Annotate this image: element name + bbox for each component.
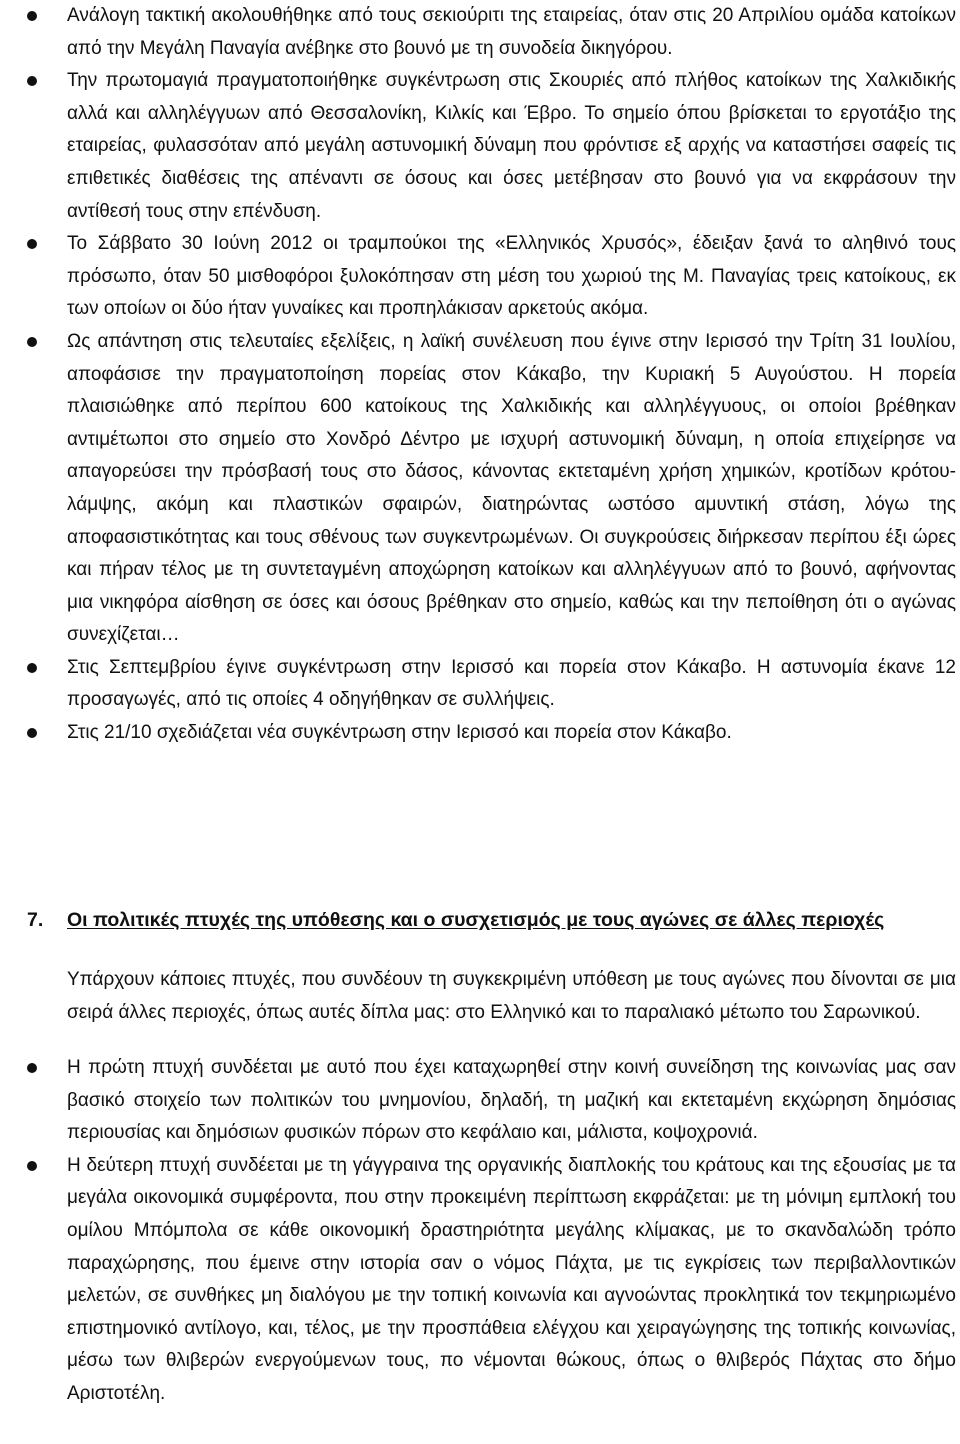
list-item-text: Στις Σεπτεμβρίου έγινε συγκέντρωση στην Ιερισσό και πορεία στον Κάκαβο. Η αστυνομία έκανε 12 προσαγωγές, από τις οποίες 4 οδηγήθηκαν σε συλλήψεις. xyxy=(67,656,956,711)
bullet-icon xyxy=(27,1063,37,1073)
bullet-icon xyxy=(27,239,37,249)
bullet-icon xyxy=(27,663,37,673)
list-item xyxy=(0,0,956,65)
list-item-text: Ως απάντηση στις τελευταίες εξελίξεις, η λαϊκή συνέλευση που έγινε στην Ιερισσό την Τρίτη 31 Ιουλίου, αποφάσισε την πραγματοποίηση πορείας στον Κάκαβο, την Κυριακή 5 Αυγούστου. Η πορεία πλαισιώθηκε από περίπου 600 κατοίκους της Χαλκιδικής και αλληλέγγυους, οι οποίοι βρέθηκαν αντιμέτωποι στο σημείο στο Χονδρό Δέντρο με ισχυρή αστυνομική δύναμη, η οποία επιχείρησε να απαγορεύσει την πρόσβασή τους στο δάσος, κάνοντας εκτεταμένη χρήση χημικών, κροτίδων κρότου-λάμψης, ακόμη και πλαστικών σφαιρών, διατηρώντας ωστόσο αμυντική στάση, λόγω της αποφασιστικότητας και τους σθένους των συγκεντρωμένων. Οι συγκρούσεις διήρκεσαν περίπου έξι ώρες και πήραν τέλος με τη συντεταγμένη αποχώρηση κατοίκων και αλληλέγγυων από το βουνό, αφήνοντας μια νικηφόρα αίσθηση σε όσες και όσους βρέθηκαν στο σημείο, καθώς και την πεποίθηση ότι ο αγώνας συνεχίζεται… xyxy=(67,330,956,646)
list-item-text: Ανάλογη τακτική ακολουθήθηκε από τους σεκιούριτι της εταιρείας, όταν στις 20 Απριλίου ομάδα κατοίκων από την Μεγάλη Παναγία ανέβηκε στο βουνό με τη συνοδεία δικηγόρου. xyxy=(67,5,956,59)
section-intro-paragraph: Υπάρχουν κάποιες πτυχές, που συνδέουν τη συγκεκριμένη υπόθεση με τους αγώνες που δίνονται σε μια σειρά άλλες περιοχές, όπως αυτές δίπλα μας: στο Ελληνικό και το παραλιακό μέτωπο του Σαρωνικού. xyxy=(67,969,956,1023)
bullet-icon xyxy=(27,337,37,347)
section-number: 7. xyxy=(27,909,44,931)
list-item xyxy=(0,1052,956,1150)
list-item xyxy=(0,1150,956,1411)
list-item-text: Στις 21/10 σχεδιάζεται νέα συγκέντρωση στην Ιερισσό και πορεία στον Κάκαβο. xyxy=(67,722,732,744)
list-item xyxy=(0,717,956,750)
bullet-icon xyxy=(27,1161,37,1171)
bullet-icon xyxy=(27,76,37,86)
list-item xyxy=(0,65,956,228)
list-item xyxy=(0,652,956,717)
list-item-text: Την πρωτομαγιά πραγματοποιήθηκε συγκέντρωση στις Σκουριές από πλήθος κατοίκων της Χαλκιδικής αλλά και αλληλέγγυων από Θεσσαλονίκη, Κιλκίς και Έβρο. Το σημείο όπου βρίσκεται το εργοτάξιο της εταιρείας, φυλασσόταν από μεγάλη αστυνομική δύναμη που φρόντισε εξ αρχής να καταστήσει σαφείς τις επιθετικές διαθέσεις της απέναντι σε όσους και όσες μετέβησαν στο βουνό για να εκφράσουν την αντίθεσή τους στην επένδυση. xyxy=(67,70,956,222)
list-item-text: Η πρώτη πτυχή συνδέεται με αυτό που έχει καταχωρηθεί στην κοινή συνείδηση της κοινωνίας μας σαν βασικό στοιχείο των πολιτικών του μνημονίου, δηλαδή, τη μαζική και εκτεταμένη εκχώρηση δημόσιας περιουσίας και δημόσιων φυσικών πόρων στο κεφάλαιο και, μάλιστα, κοψοχρονιά. xyxy=(67,1057,956,1144)
list-item-text: Η δεύτερη πτυχή συνδέεται με τη γάγγραινα της οργανικής διαπλοκής του κράτους και της εξουσίας με τα μεγάλα οικονομικά συμφέροντα, που στην προκειμένη περίπτωση εκφράζεται: με τη μόνιμη εμπλοκή του ομίλου Μπόμπολα σε κάθε οικονομική δραστηριότητα μεγάλης κλίμακας, με το σκανδαλώδη τρόπο παραχώρησης, που έμεινε στην ιστορία σαν ο νόμος Πάχτα, με τις εγκρίσεις των περιβαλλοντικών μελετών, σε συνθήκες μη διαλόγου με την τοπική κοινωνία και αγνοώντας προκλητικά τον τεκμηριωμένο επιστημονικό αντίλογο, και, τέλος, με την προσπάθεια ελέγχου και χειραγώγησης της τοπικής κοινωνίας, μέσω των θλιβερών ενεργούμενων τους, πο νέμονται θώκους, όπως ο θλιβερός Πάχτας στο δήμο Αριστοτέλη. xyxy=(67,1154,956,1404)
list-item xyxy=(0,228,956,326)
bullet-icon xyxy=(27,728,37,738)
section-title: Οι πολιτικές πτυχές της υπόθεσης και ο συσχετισμός με τους αγώνες σε άλλες περιοχές xyxy=(67,909,885,931)
bullet-icon xyxy=(27,11,37,21)
list-item-text: Το Σάββατο 30 Ιούνη 2012 οι τραμπούκοι της «Ελληνικός Χρυσός», έδειξαν ξανά το αληθινό τους πρόσωπο, όταν 50 μισθοφόροι ξυλοκόπησαν στη μέση του χωριού της Μ. Παναγίας τρεις κατοίκους, εκ των οποίων οι δύο ήταν γυναίκες και προπηλάκισαν αρκετούς ακόμα. xyxy=(67,233,956,320)
bullet-list-section xyxy=(0,1052,956,1411)
list-item xyxy=(0,326,956,652)
